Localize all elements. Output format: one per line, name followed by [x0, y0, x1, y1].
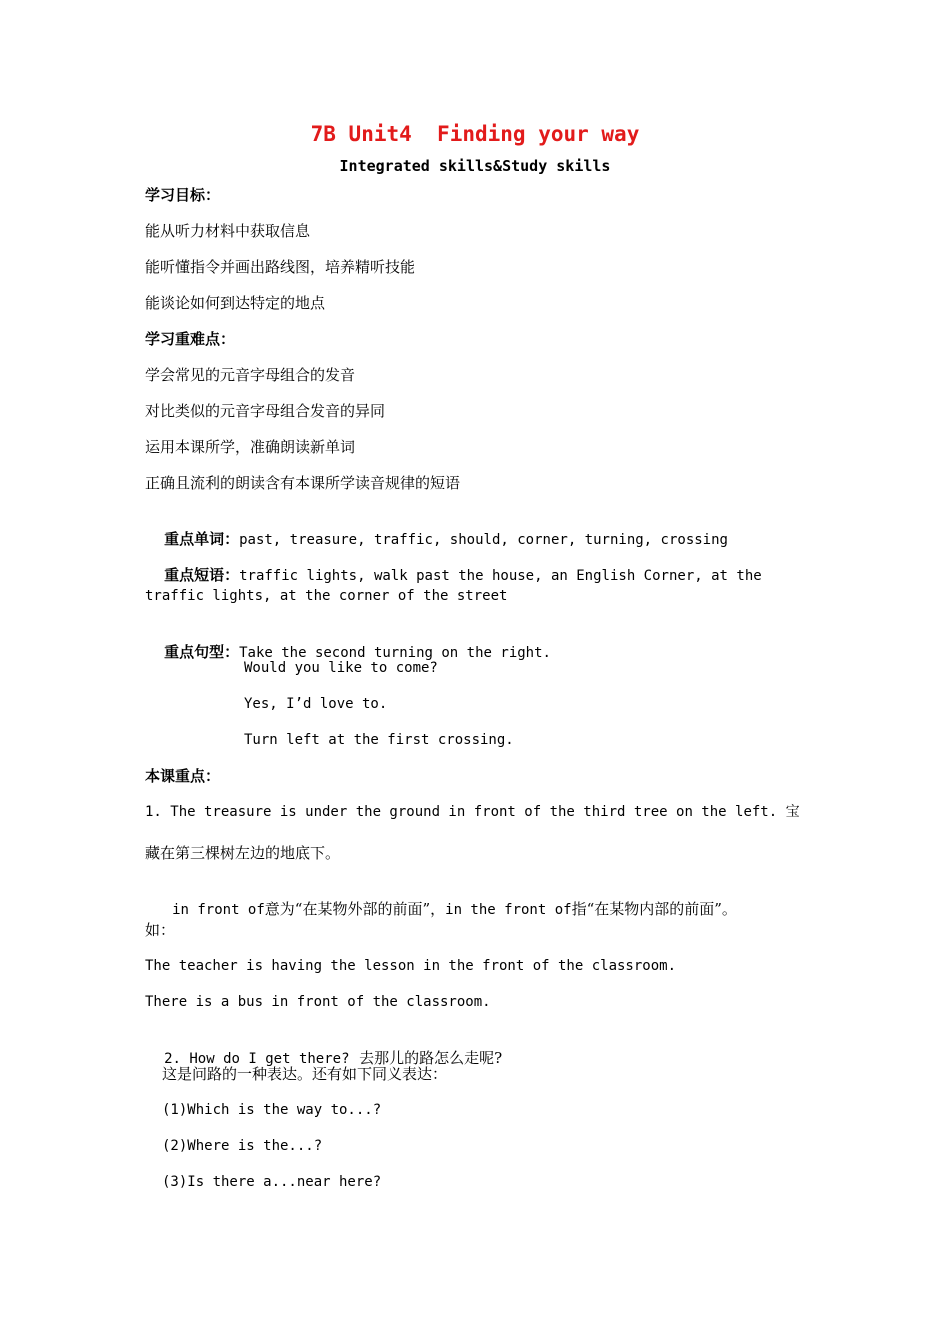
key-phrases-label: 重点短语：	[164, 566, 240, 584]
point-2-translation: 去那儿的路怎么走呢?	[359, 1049, 503, 1067]
key-sentence: Take the second turning on the right.	[239, 645, 551, 661]
objectives-heading: 学习目标：	[145, 186, 221, 204]
note-text: 意为“在某物外部的前面”，	[264, 900, 446, 918]
synonym-expression: (2)Where is the...?	[162, 1138, 323, 1154]
key-phrases-text: traffic lights, walk past the house, an English Corner, at the	[239, 568, 762, 584]
objective-item: 能听懂指令并画出路线图，培养精听技能	[145, 258, 416, 276]
point-1-note	[153, 879, 737, 940]
key-words-label: 重点单词：	[164, 530, 240, 548]
key-sentences-label: 重点句型：	[164, 643, 240, 661]
objective-item: 能从听力材料中获取信息	[145, 222, 311, 240]
point-2-intro: 这是问路的一种表达。还有如下同义表达：	[162, 1065, 448, 1083]
key-phrases-continued: traffic lights, at the corner of the street	[145, 588, 508, 604]
phrase-in-the-front-of: in the front of	[445, 902, 572, 918]
example-sentence: There is a bus in front of the classroom.	[145, 994, 491, 1010]
example-label: 如：	[145, 921, 176, 939]
difficulty-item: 学会常见的元音字母组合的发音	[145, 366, 356, 384]
point-2-question: 2. How do I get there?	[164, 1051, 350, 1067]
difficulty-item: 正确且流利的朗读含有本课所学读音规律的短语	[145, 474, 461, 492]
example-sentence: The teacher is having the lesson in the front of the classroom.	[145, 958, 677, 974]
key-sentence: Turn left at the first crossing.	[244, 732, 514, 748]
point-1-translation: 藏在第三棵树左边的地底下。	[145, 844, 341, 862]
note-text: 指“在某物内部的前面”。	[571, 900, 737, 918]
difficulties-heading: 学习重难点：	[145, 330, 236, 348]
synonym-expression: (3)Is there a...near here?	[162, 1174, 382, 1190]
synonym-expression: (1)Which is the way to...?	[162, 1102, 382, 1118]
phrase-in-front-of: in front of	[172, 902, 265, 918]
point-1-sentence: 1. The treasure is under the ground in front of the third tree on the left. 宝	[145, 804, 800, 820]
difficulty-item: 对比类似的元音字母组合发音的异同	[145, 402, 386, 420]
page-subtitle: Integrated skills&Study skills	[339, 157, 611, 175]
key-sentence: Would you like to come?	[244, 660, 438, 676]
key-sentence: Yes, I’d love to.	[244, 696, 388, 712]
objective-item: 能谈论如何到达特定的地点	[145, 294, 326, 312]
key-words-text: past, treasure, traffic, should, corner, turning, crossing	[239, 532, 728, 548]
difficulty-item: 运用本课所学，准确朗读新单词	[145, 438, 356, 456]
page-title: 7B Unit4 Finding your way	[310, 122, 640, 146]
lesson-points-heading: 本课重点：	[145, 767, 221, 785]
